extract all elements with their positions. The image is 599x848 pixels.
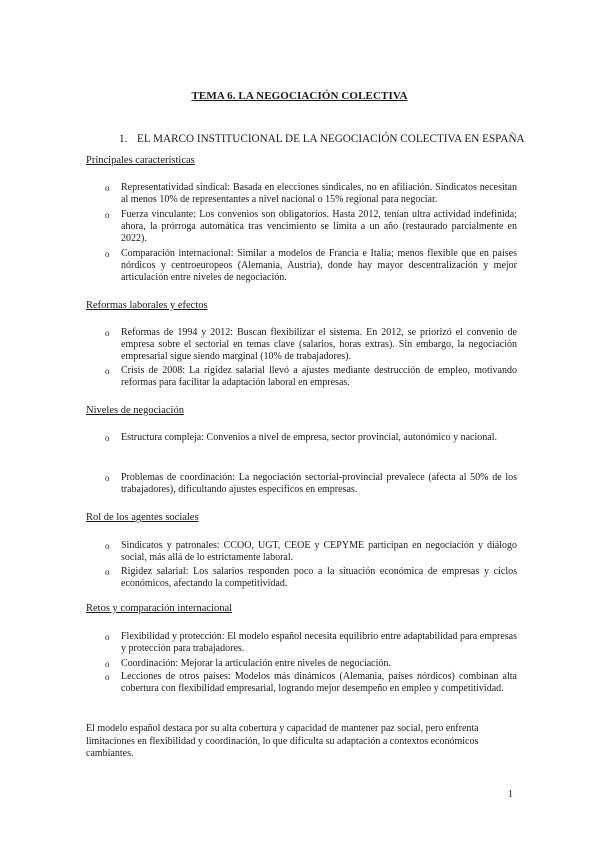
list-item [105, 631, 517, 655]
bullet-marker: o [105, 249, 110, 259]
list-item-text: Crisis de 2008: La rigidez salarial llevó a ajustes mediante destrucción de empleo, motivando reformas para facilitar la adaptación laboral en empresas. [121, 365, 517, 389]
bullet-marker: o [105, 473, 110, 483]
subsection-heading: Niveles de negociación [86, 405, 184, 416]
conclusion-paragraph: El modelo español destaca por su alta cobertura y capacidad de mantener paz social, pero enfrenta limitaciones en flexibilidad y coordinación, lo que dificulta su adaptación a contextos económicos cambiantes. [86, 723, 479, 760]
section-heading [119, 133, 525, 145]
list-item [105, 182, 517, 206]
subsection-heading: Reformas laborales y efectos [86, 300, 208, 311]
bullet-marker: o [105, 328, 110, 338]
list-item [105, 248, 517, 285]
list-item-text: Sindicatos y patronales: CCOO, UGT, CEOE y CEPYME participan en negociación y diálogo social, más allá de lo estrictamente laboral. [121, 540, 517, 564]
bullet-marker: o [105, 567, 110, 577]
page-number: 1 [508, 789, 513, 800]
list-item [105, 327, 517, 364]
list-item-text: Fuerza vinculante: Los convenios son obligatorios. Hasta 2012, tenían ultra actividad indefinida; ahora, la prórroga automática tras vencimiento se limita a un año (restaurado parcialmente en 2022). [121, 209, 517, 245]
list-item [105, 566, 517, 590]
list-item-text: Reformas de 1994 y 2012: Buscan flexibilizar el sistema. En 2012, se priorizó el convenio de empresa sobre el sectorial en temas clave (salarios, horas extras). Sin embargo, la negociación empresarial sigue siendo marginal (10% de trabajadores). [121, 327, 517, 363]
bullet-marker: o [105, 632, 110, 642]
list-item [105, 658, 517, 670]
list-item-text: Lecciones de otros países: Modelos más dinámicos (Alemania, países nórdicos) combinan alta cobertura con flexibilidad empresarial, logrando mejor desempeño en empleo y competitividad. [121, 671, 517, 695]
bullet-marker: o [105, 672, 110, 682]
list-item-text: Coordinación: Mejorar la articulación entre niveles de negociación. [121, 658, 391, 669]
list-item-text: Estructura compleja: Convenios a nivel de empresa, sector provincial, autonómico y nacional. [121, 432, 497, 443]
section-number: 1. [119, 133, 128, 145]
bullet-marker: o [105, 183, 110, 193]
list-item-text: Flexibilidad y protección: El modelo español necesita equilibrio entre adaptabilidad para empresas y protección para trabajadores. [121, 631, 517, 655]
list-item-text: Rigidez salarial: Los salarios responden poco a la situación económica de empresas y ciclos económicos, afectando la competitividad. [121, 566, 517, 590]
list-item [105, 209, 517, 246]
subsection-heading: Principales características [86, 155, 195, 166]
bullet-marker: o [105, 210, 110, 220]
subsection-heading: Retos y comparación internacional [86, 603, 233, 614]
list-item [105, 472, 517, 496]
list-item [105, 540, 517, 564]
bullet-marker: o [105, 659, 110, 669]
list-item-text: Representatividad sindical: Basada en elecciones sindicales, no en afiliación. Sindicatos necesitan al menos 10% de representantes a nivel nacional o 15% regional para negociar. [121, 182, 517, 206]
subsection-heading: Rol de los agentes sociales [86, 512, 199, 523]
bullet-marker: o [105, 366, 110, 376]
list-item [105, 671, 517, 695]
list-item [105, 365, 517, 389]
bullet-marker: o [105, 433, 110, 443]
list-item [105, 432, 517, 444]
section-heading-text: EL MARCO INSTITUCIONAL DE LA NEGOCIACIÓN COLECTIVA EN ESPAÑA [137, 133, 525, 145]
list-item-text: Comparación internacional: Similar a modelos de Francia e Italia; menos flexible que en países nórdicos y centroeuropeos (Alemania, Austria), donde hay mayor descentralización y mejor articulación entre niveles de negociación. [121, 248, 517, 284]
list-item-text: Problemas de coordinación: La negociación sectorial-provincial prevalece (afecta al 50% de los trabajadores), dificultando ajustes específicos en empresas. [121, 472, 517, 496]
bullet-marker: o [105, 541, 110, 551]
document-title: TEMA 6. LA NEGOCIACIÓN COLECTIVA [191, 90, 408, 102]
